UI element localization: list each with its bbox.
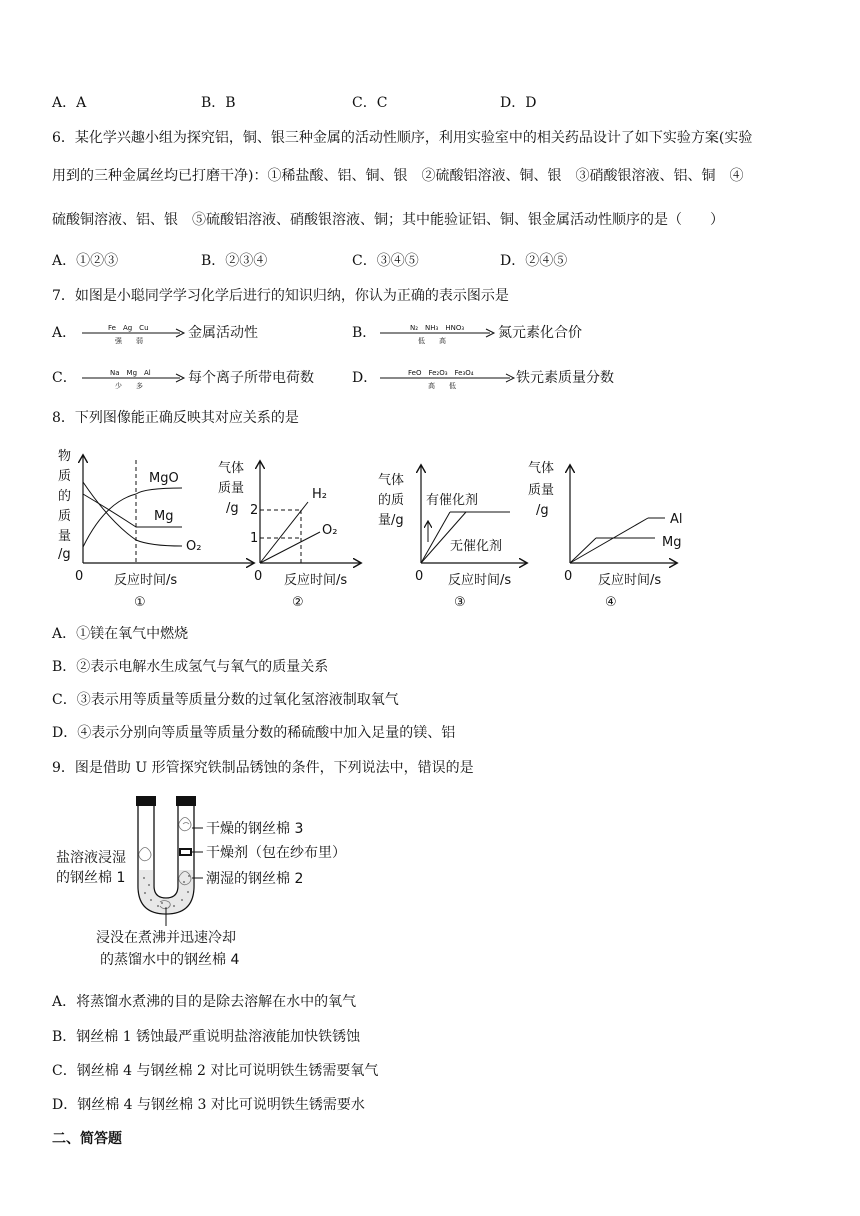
graph-3-number: ③ <box>454 595 466 610</box>
q7-option-a-label: 金属活动性 <box>188 325 258 341</box>
graph-1-ylabel-3: 的 <box>58 489 72 504</box>
q6-option-d: D．②④⑤ <box>500 253 568 269</box>
graph-4-ylabel-1: 气体 <box>528 461 555 476</box>
graph-3-ylabel-3: 量/g <box>378 513 404 528</box>
section-2-heading: 二、简答题 <box>52 1131 122 1147</box>
q6-option-a: A．①②③ <box>52 253 119 269</box>
label-wet-wool-2: 潮湿的钢丝棉 2 <box>206 871 304 887</box>
label-desiccant: 干燥剂（包在纱布里） <box>206 845 346 861</box>
graph-3-curve-no-catalyst: 无催化剂 <box>450 539 503 554</box>
q8-stem: 8．下列图像能正确反映其对应关系的是 <box>52 410 299 426</box>
q7-option-d-label: 铁元素质量分数 <box>516 370 614 386</box>
graph-1-ylabel-2: 质 <box>58 469 72 484</box>
q7-stem: 7．如图是小聪同学学习化学后进行的知识归纳，你认为正确的表示图示是 <box>52 288 509 304</box>
label-salt-wool-1b: 的钢丝棉 1 <box>56 870 126 886</box>
graph-1-ylabel-5: 量 <box>58 529 72 544</box>
graph-2-curve-o2: O₂ <box>322 523 338 538</box>
graph-2-number: ② <box>292 595 304 610</box>
graph-1-curve-mg: Mg <box>154 509 174 524</box>
q6-stem-line-2: 用到的三种金属丝均已打磨干净)：①稀盐酸、铝、铜、银 ②硫酸铝溶液、铜、银 ③硝酸银溶液、铝、铜 ④ <box>52 168 744 184</box>
q7-option-c-letter: C． <box>52 370 77 386</box>
graph-1-ylabel-4: 质 <box>58 509 72 524</box>
q8-option-d: D．④表示分别向等质量等质量分数的稀硫酸中加入足量的镁、铝 <box>52 725 456 741</box>
graph-4-curve-mg: Mg <box>662 535 682 550</box>
q8-option-a: A．①镁在氧气中燃烧 <box>52 626 189 642</box>
graph-4-ylabel-2: 质量 <box>528 483 555 498</box>
graph-1-ylabel-6: /g <box>58 547 71 562</box>
graph-4-ylabel-3: /g <box>536 503 549 518</box>
label-wool-4a: 浸没在煮沸并迅速冷却 <box>96 930 236 946</box>
graph-2-curve-h2: H₂ <box>312 487 327 502</box>
q8-graphs <box>50 442 690 610</box>
q7-option-d-letter: D． <box>352 370 378 386</box>
q6-stem-line-1: 6．某化学兴趣小组为探究铝，铜、银三种金属的活动性顺序，利用实验室中的相关药品设计了如下实验方案(实验 <box>52 130 753 146</box>
graph-2-tick-1: 1 <box>250 531 259 546</box>
q7-option-c-top: Na Mg Al <box>110 369 151 377</box>
u-tube-diagram <box>50 790 370 972</box>
graph-1-ylabel-1: 物 <box>58 449 72 464</box>
q6-option-c: C．③④⑤ <box>352 253 419 269</box>
q8-option-b: B．②表示电解水生成氢气与氧气的质量关系 <box>52 659 329 675</box>
graph-4-curve-al: Al <box>670 512 683 527</box>
graph-2-origin: 0 <box>254 569 263 584</box>
q9-option-c: C．钢丝棉 4 与钢丝棉 2 对比可说明铁生锈需要氧气 <box>52 1063 379 1079</box>
graph-4-xlabel: 反应时间/s <box>598 573 662 588</box>
graph-2-ylabel-1: 气体 <box>218 461 245 476</box>
label-dry-wool-3: 干燥的钢丝棉 3 <box>206 821 304 837</box>
graph-1-xlabel: 反应时间/s <box>114 573 178 588</box>
q7-option-a-top: Fe Ag Cu <box>108 324 149 332</box>
graph-3-ylabel-2: 的质 <box>378 493 405 508</box>
q7-option-a-bottom: 强 弱 <box>115 337 143 345</box>
graph-4 <box>528 460 683 610</box>
q9-stem: 9．图是借助 U 形管探究铁制品锈蚀的条件，下列说法中，错误的是 <box>52 760 474 776</box>
q7-option-b-letter: B． <box>352 325 377 341</box>
q8-option-c: C．③表示用等质量等质量分数的过氧化氢溶液制取氧气 <box>52 692 399 708</box>
q5-option-a: A．A <box>52 95 87 111</box>
graph-4-origin: 0 <box>564 569 573 584</box>
label-salt-wool-1a: 盐溶液浸湿 <box>56 850 126 866</box>
q9-option-b: B．钢丝棉 1 锈蚀最严重说明盐溶液能加快铁锈蚀 <box>52 1029 361 1045</box>
q5-option-d: D．D <box>500 95 537 111</box>
graph-1-curve-mgo: MgO <box>149 471 179 486</box>
q7-option-a-letter: A． <box>52 325 77 341</box>
graph-2-tick-2: 2 <box>250 503 259 518</box>
graph-2-xlabel: 反应时间/s <box>284 573 348 588</box>
graph-2-ylabel-3: /g <box>226 501 239 516</box>
q6-stem-line-3: 硫酸铜溶液、铝、银 ⑤硫酸铝溶液、硝酸银溶液、铜；其中能验证铝、铜、银金属活动性顺序的是（ ） <box>52 212 724 228</box>
graph-1-number: ① <box>134 595 146 610</box>
graph-3-curve-catalyst: 有催化剂 <box>426 493 479 508</box>
graph-4-number: ④ <box>605 595 617 610</box>
q7-option-c-label: 每个离子所带电荷数 <box>188 370 314 386</box>
graph-3 <box>378 466 526 610</box>
q7-option-d-bottom: 高 低 <box>428 382 456 390</box>
q7-option-b-top: N₂ NH₃ HNO₃ <box>410 324 465 332</box>
q7-option-b-bottom: 低 高 <box>418 337 446 345</box>
q9-option-d: D．钢丝棉 4 与钢丝棉 3 对比可说明铁生锈需要水 <box>52 1097 365 1113</box>
graph-1-curve-o2: O₂ <box>186 539 202 554</box>
graph-3-xlabel: 反应时间/s <box>448 573 512 588</box>
graph-3-ylabel-1: 气体 <box>378 473 405 488</box>
graph-1-origin: 0 <box>75 569 84 584</box>
q9-option-a: A．将蒸馏水煮沸的目的是除去溶解在水中的氧气 <box>52 994 357 1010</box>
q5-option-c: C．C <box>352 95 388 111</box>
q5-option-b: B．B <box>201 95 236 111</box>
graph-2 <box>218 460 360 610</box>
graph-3-origin: 0 <box>415 569 424 584</box>
q7-option-c-bottom: 少 多 <box>115 382 143 390</box>
label-wool-4b: 的蒸馏水中的钢丝棉 4 <box>100 952 240 968</box>
q7-option-b-label: 氮元素化合价 <box>498 325 582 341</box>
q7-option-d-top: FeO Fe₂O₃ Fe₃O₄ <box>408 369 474 377</box>
q6-option-b: B．②③④ <box>201 253 268 269</box>
graph-2-ylabel-2: 质量 <box>218 481 245 496</box>
